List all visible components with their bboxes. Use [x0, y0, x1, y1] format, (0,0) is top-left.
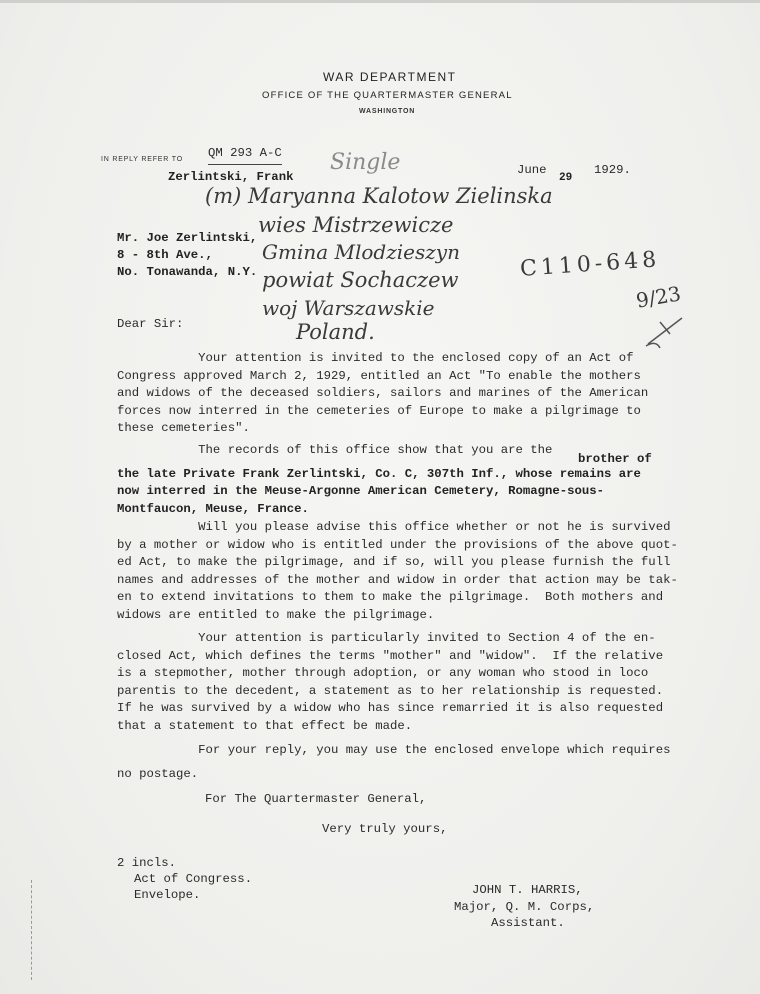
signature-role: Assistant. — [491, 916, 565, 930]
paragraph-line: now interred in the Meuse-Argonne American Cemetery, Romagne-sous- — [117, 484, 605, 499]
paragraph-line: no postage. — [117, 767, 199, 781]
paragraph-line: is a stepmother, mother through adoption, or any woman who stood in loco — [117, 666, 649, 681]
paragraph-line: en to extend invitations to them to make the pilgrimage. Both mothers and — [117, 590, 664, 605]
date-month: June — [517, 163, 547, 177]
paragraph-advise — [117, 519, 697, 625]
reference-label: IN REPLY REFER TO — [101, 156, 183, 163]
paragraph-line: Congress approved March 2, 1929, entitled an Act "To enable the mothers — [117, 368, 641, 383]
reference-code: QM 293 A-C — [208, 145, 282, 165]
closing-for-line: For The Quartermaster General, — [205, 792, 427, 806]
salutation: Dear Sir: — [117, 317, 184, 331]
paragraph-reply — [117, 738, 697, 786]
paragraph-line: ed Act, to make the pilgrimage, and if so, will you please furnish the full — [117, 555, 671, 570]
paragraph-line: Your attention is invited to the enclosed copy of an Act of — [117, 351, 634, 365]
paragraph-line: and widows of the deceased soldiers, sailors and marines of the American — [117, 386, 649, 401]
recipient-street: 8 - 8th Ave., — [117, 248, 213, 262]
letterhead-department: WAR DEPARTMENT — [323, 70, 457, 84]
paragraph-line: Will you please advise this office whether or not he is survived — [117, 520, 671, 534]
scan-margin-mark — [31, 880, 33, 980]
handwritten-line-1: (m) Maryanna Kalotow Zielinska — [205, 184, 553, 208]
paragraph-act-of-congress — [117, 350, 697, 438]
handwritten-status: Single — [330, 150, 401, 175]
enclosure-item: Envelope. — [134, 888, 201, 902]
paragraph-line: Montfaucon, Meuse, France. — [117, 501, 309, 516]
paragraph-line: the late Private Frank Zerlintski, Co. C, 307th Inf., whose remains are — [117, 466, 641, 481]
paragraph-line: Your attention is particularly invited to Section 4 of the en- — [117, 631, 656, 645]
scan-top-edge — [0, 0, 760, 3]
enclosure-item: Act of Congress. — [134, 872, 253, 886]
date-day: 29 — [559, 172, 573, 184]
paragraph-line: forces now interred in the cemeteries of Europe to make a pilgrimage to — [117, 403, 641, 418]
signature-name: JOHN T. HARRIS, — [472, 883, 583, 897]
letterhead-city: WASHINGTON — [359, 108, 416, 115]
paragraph-line: names and addresses of the mother and widow in order that action may be tak- — [117, 572, 678, 587]
closing-valediction: Very truly yours, — [322, 822, 448, 836]
paragraph-line: that a statement to that effect be made. — [117, 718, 413, 733]
letterhead-office: OFFICE OF THE QUARTERMASTER GENERAL — [262, 90, 513, 101]
paragraph-line: widows are entitled to make the pilgrimage. — [117, 607, 435, 622]
recipient-city: No. Tonawanda, N.Y. — [117, 265, 258, 279]
relation-insert: brother of — [578, 452, 652, 466]
handwritten-line-3: Gmina Mlodzieszyn — [262, 240, 460, 264]
paragraph-line: these cemeteries". — [117, 421, 250, 436]
handwritten-line-2: wies Mistrzewicze — [258, 213, 454, 237]
enclosures-count: 2 incls. — [117, 856, 177, 870]
signature-title: Major, Q. M. Corps, — [454, 900, 595, 914]
paragraph-line: by a mother or widow who is entitled under the provisions of the above quot- — [117, 537, 678, 552]
date-year: 1929. — [594, 163, 631, 177]
paragraph-line: The records of this office show that you are the — [117, 443, 553, 457]
paragraph-line: For your reply, you may use the enclosed envelope which requires — [117, 743, 671, 757]
handwritten-file-number: C110-648 — [519, 247, 661, 282]
paragraph-line: closed Act, which defines the terms "mother" and "widow". If the relative — [117, 648, 664, 663]
checkmark-icon — [640, 312, 690, 352]
paragraph-line: If he was survived by a widow who has since remarried it is also requested — [117, 701, 664, 716]
reference-subject: Zerlintski, Frank — [168, 170, 294, 184]
paragraph-section-4 — [117, 630, 697, 736]
handwritten-line-4: powiat Sochaczew — [262, 268, 459, 292]
handwritten-line-5: woj Warszawskie — [262, 296, 435, 320]
handwritten-line-6: Poland. — [296, 320, 375, 344]
handwritten-date-note: 9/23 — [634, 281, 683, 313]
recipient-name: Mr. Joe Zerlintski, — [117, 231, 258, 245]
paragraph-line: parentis to the decedent, a statement as to her relationship is requested. — [117, 683, 664, 698]
